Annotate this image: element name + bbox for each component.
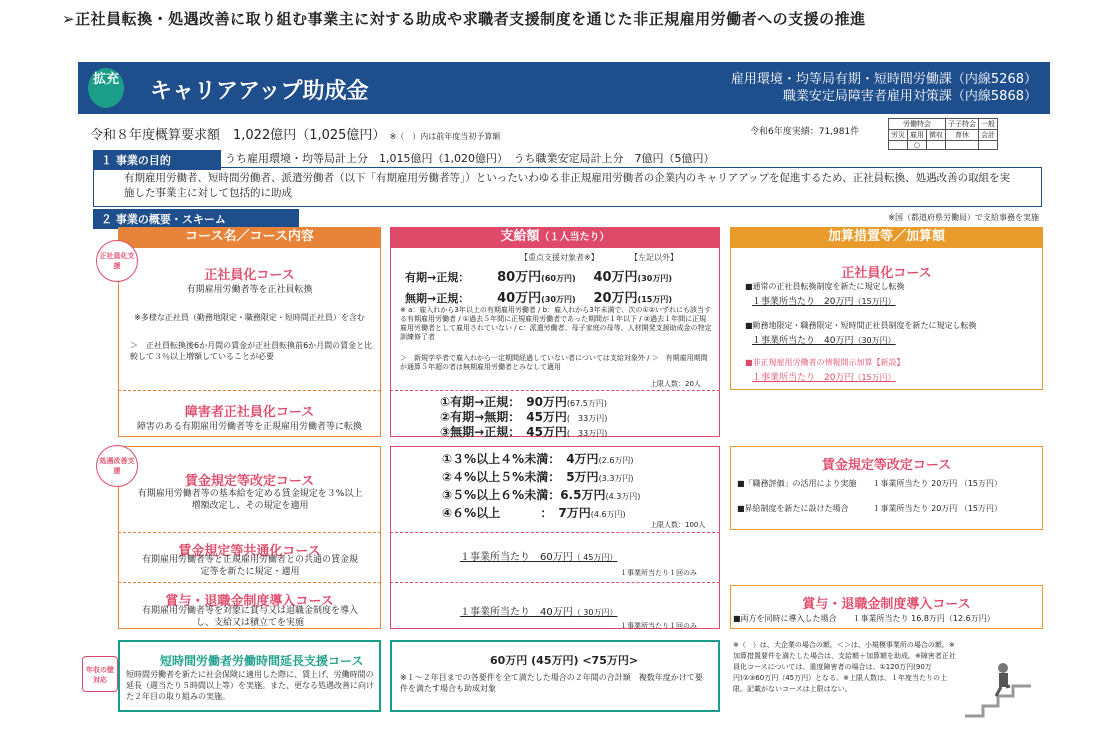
bonus-value-3: １事業所当たり 20万円（15万円） — [752, 373, 896, 383]
divider — [390, 390, 720, 391]
bonus-bonus-title: 賞与・退職金制度導入コース — [802, 597, 971, 612]
column-bonus-header: 加算措置等／加算額 — [730, 227, 1043, 247]
course-common-desc: 有期雇用労働者等と正規雇用労働者との共通の賃金規定等を新たに規定・適用 — [141, 555, 358, 577]
amount-notes-2: ＞ 新規学卒者で雇入れから一定期間経過していない者については支給対象外 / ＞ 有期雇用期間が通算５年超の者は無期雇用労働者とみなして適用 — [400, 354, 708, 371]
budget-breakdown: うち雇用環境・均等局計上分 1,015億円（1,020億円） うち職業安定局計上分 7億円（5億円） — [225, 152, 715, 165]
course-regular-title: 正社員化コース — [204, 268, 295, 283]
income-wall-badge: 年収の壁対応 — [82, 656, 118, 692]
amount-common-note: １事業所当たり１回のみ — [620, 569, 697, 577]
record-count: 令和6年度実績：71,981件 — [750, 127, 860, 137]
column-course-header: コース名／コース内容 — [118, 227, 381, 247]
account-table: 労働特会 子子特会 一般 労災 雇用 徴収 育休 会計 ○ — [888, 118, 998, 150]
bonus-item-1: ■通常の正社員転換制度を新たに規定し転換 — [745, 282, 905, 291]
page-title: キャリアアップ助成金 — [150, 79, 369, 104]
bonus-wage-item-2: ■昇給制度を新たに設けた場合 １事業所当たり 20万円 （15万円） — [737, 504, 1003, 513]
budget-line — [90, 124, 500, 143]
headline: ➢正社員転換・処遇改善に取り組む事業主に対する助成や求職者支援制度を通じた非正規雇用労働者への支援の推進 — [62, 10, 866, 28]
regularization-support-badge: 正社員化支援 — [96, 240, 138, 282]
amount-common: １事業所当たり 60万円（ 45万円） — [460, 552, 618, 563]
course-bonus-desc: 有期雇用労働者等を対象に賞与又は退職金制度を導入し、支給又は積立てを実施 — [141, 606, 358, 628]
amount-limit-100: 上限人数：100人 — [650, 521, 706, 529]
amount-limit-20: 上限人数：20人 — [650, 380, 701, 388]
footnotes: ※（ ）は、大企業の場合の額。＜＞は、小規模事業所の場合の額。※加算措置要件を満たした場合は、支給額＋加算額を助成。※障害者正社員化コースについては、重度障害者の場合は、①120万円(90万円)②③60万円（45万円）となる。※上限人数は、１年度当たりの上限。記載がないコースは上限はない。 — [733, 641, 956, 693]
department-line-1: 雇用環境・均等局有期・短時間労働課（内線5268） — [730, 72, 1037, 87]
bonus-value-1: １事業所当たり 20万円（15万円） — [752, 297, 896, 307]
section-scheme-header: ２ 事業の概要・スキーム — [93, 209, 299, 229]
divider — [118, 532, 381, 533]
amount-notes: ※ a：雇入れから3年以上の有期雇用労働者 / b：雇入れから3年未満で、次の①②いずれにも該当する有期雇用労働者 / ①過去５年間に正規雇用労働者であった期間が１年以下 / ②過去１年間に正規雇用労働者として雇用されていない / c：派遣労働者、母子家庭の母等、人材開発支援助成金の特定訓練修了者 — [400, 306, 712, 341]
course-regular-bullet: ＞ 正社員転換後6か月間の賃金が正社員転換前6か月間の賃金と比較して３％以上増額していることが必要 — [130, 341, 373, 361]
course-parttime-title: 短時間労働者労働時間延長支援コース — [160, 654, 364, 668]
expansion-badge: 拡充 — [88, 68, 124, 108]
course-disabled-desc: 障害のある有期雇用労働者等を正規雇用労働者等に転換 — [136, 422, 362, 432]
department-line-2: 職業安定局障害者雇用対策課（内線5868） — [782, 89, 1037, 104]
treatment-support-badge: 処遇改善支援 — [96, 445, 138, 487]
course-regular-note: ※多様な正社員（勤務地限定・職務限定・短時間正社員）を含む — [134, 313, 365, 322]
amount-disabled-list: ①有期→正規： 90万円(67.5万円) ②有期→無期： 45万円( 33万円) ③無期→正規： 45万円( 33万円) — [440, 395, 608, 439]
amount-header-priority: 【重点支援対象者※】 — [520, 253, 599, 262]
amount-row-1: 有期→正規： 80万円(60万円) 40万円(30万円) — [405, 270, 672, 285]
bonus-wage-item-1: ■「職務評価」の活用により実施 １事業所当たり 20万円 （15万円） — [737, 479, 1003, 488]
amount-header-other: 【左記以外】 — [630, 253, 678, 262]
amount-parttime: 60万円 (45万円) <75万円> — [490, 654, 639, 667]
amount-bonus-note: １事業所当たり１回のみ — [620, 622, 697, 630]
section-purpose-header: １ 事業の目的 — [93, 150, 221, 170]
budget-note: ※（ ）内は前年度当初予算額 — [389, 132, 501, 141]
divider — [390, 532, 720, 533]
bonus-bonus-item: ■両方を同時に導入した場合 １事業所当たり 16.8万円（12.6万円） — [733, 614, 995, 623]
purpose-text: 有期雇用労働者、短時間労働者、派遣労働者（以下「有期雇用労働者等」）といったいわゆる非正規雇用労働者の企業内のキャリアアップを促進するため、正社員転換、処遇改善の取組を実施した事業主に対して包括的に助成 — [93, 167, 1042, 207]
course-disabled-title: 障害者正社員化コース — [184, 405, 315, 420]
amount-bonus: １事業所当たり 40万円（ 30万円） — [460, 607, 618, 618]
stairs-person-illustration — [963, 658, 1033, 718]
amount-row-2: 無期→正規： 40万円(30万円) 20万円(15万円) — [405, 291, 672, 306]
divider — [390, 582, 720, 583]
course-regular-desc: 有期雇用労働者等を正社員転換 — [186, 285, 313, 295]
course-wage-desc: 有期雇用労働者等の基本給を定める賃金規定を３%以上増額改定し、その規定を適用 — [137, 489, 363, 511]
bonus-item-2: ■勤務地限定・職務限定・短時間正社員制度を新たに規定し転換 — [745, 321, 977, 330]
bonus-value-2: １事業所当たり 40万円（30万円） — [752, 336, 896, 346]
budget-amount: 令和８年度概算要求額 1,022億円（1,025億円） — [90, 128, 386, 143]
amount-wage-list: ①３%以上４%未満： 4万円(2.6万円) ②４%以上５%未満： 5万円(3.3万円) ③５%以上６%未満：6.5万円(4.3万円) ④６%以上 ： 7万円(4.6万円) — [442, 452, 641, 520]
bonus-wage-title: 賃金規定等改定コース — [821, 458, 952, 473]
course-parttime-desc: 短時間労働者を新たに社会保険に適用した際に、賃上げ、労働時間の延長（週当たり５時間以上等）を実施。また、更なる処遇改善に向けた２年目の取り組みの実施。 — [126, 670, 374, 701]
amount-parttime-note: ※１～２年目までの各要件を全て満たした場合の２年間の合計額 複数年度かけて要件を満たす場合も助成対象 — [400, 673, 703, 693]
divider — [118, 390, 381, 391]
course-bonus-title: 賞与・退職金制度導入コース — [165, 594, 334, 609]
course-wage-title: 賃金規定等改定コース — [184, 474, 315, 489]
column-amount-header: 支給額（１人当たり） — [390, 227, 720, 247]
bonus-item-3: ■非正規雇用労働者の情報開示加算【新設】 — [745, 358, 905, 367]
course-common-title: 賃金規定等共通化コース — [178, 544, 321, 559]
divider — [118, 582, 381, 583]
scheme-note: ※国（都道府県労働局）で支給事務を実施 — [888, 213, 1039, 222]
bonus-regular-title: 正社員化コース — [841, 266, 932, 281]
department-info — [731, 71, 1037, 105]
